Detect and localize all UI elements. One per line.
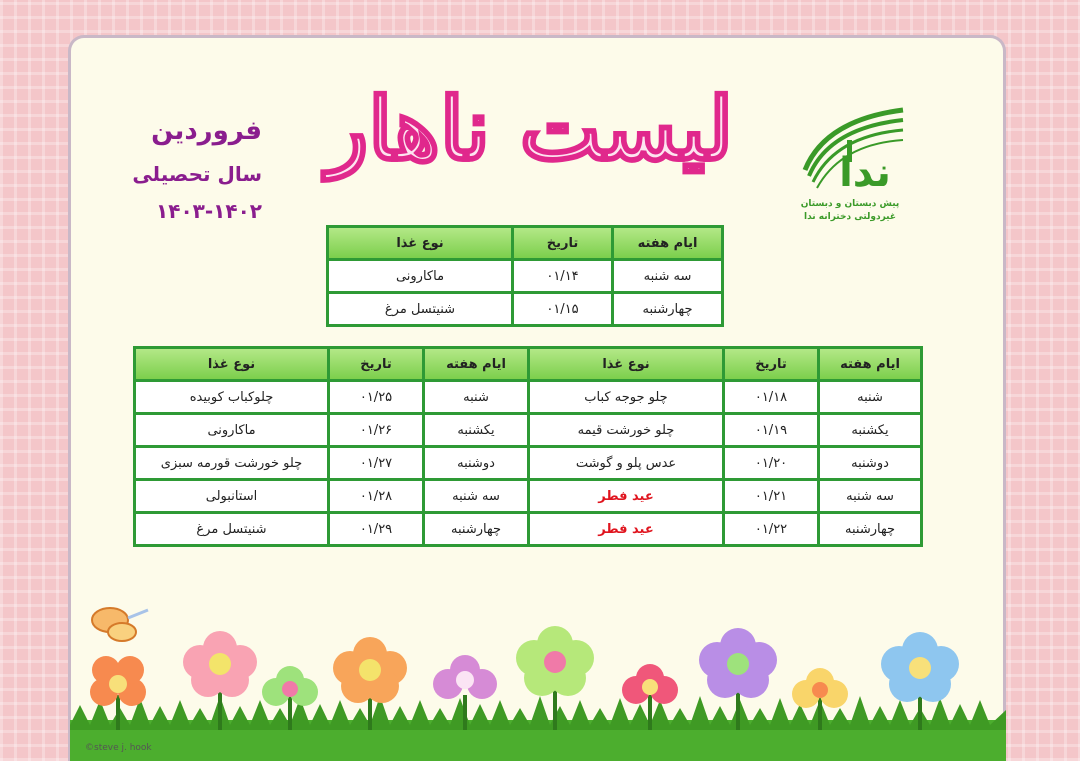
school-year-value: ۱۴۰۳-۱۴۰۲ (156, 199, 262, 223)
header-day: ایام هفته (425, 349, 527, 379)
date-cell: ۰۱/۲۷ (330, 448, 422, 478)
food-cell: ماکارونی (329, 261, 511, 291)
date-cell: ۰۱/۲۱ (725, 481, 817, 511)
table-row (329, 261, 721, 291)
flower-icon (881, 632, 959, 730)
date-cell: ۰۱/۱۹ (725, 415, 817, 445)
day-cell: سه شنبه (820, 481, 920, 511)
school-year-info (62, 108, 262, 228)
flower-icon (699, 628, 777, 730)
date-cell: ۰۱/۱۴ (514, 261, 611, 291)
food-cell: شنیتسل مرغ (136, 514, 327, 544)
flower-garden (70, 600, 1006, 761)
date-cell: ۰۱/۲۲ (725, 514, 817, 544)
logo-caption (770, 198, 930, 224)
table-row (136, 448, 920, 478)
date-cell: ۰۱/۱۸ (725, 382, 817, 412)
week1-table (326, 225, 724, 327)
food-cell: ماکارونی (136, 415, 327, 445)
date-cell: ۰۱/۲۰ (725, 448, 817, 478)
food-cell: استانبولی (136, 481, 327, 511)
date-cell: ۰۱/۲۹ (330, 514, 422, 544)
date-cell: ۰۱/۲۶ (330, 415, 422, 445)
food-cell: چلو جوجه کباب (530, 382, 722, 412)
header-day: ایام هفته (820, 349, 920, 379)
day-cell: چهارشنبه (425, 514, 527, 544)
logo-caption-line1: پیش دبستان و دبستان (800, 199, 900, 209)
header-food: نوع غذا (329, 228, 511, 258)
food-cell: شنیتسل مرغ (329, 294, 511, 324)
day-cell: چهارشنبه (614, 294, 721, 324)
table-row (136, 514, 920, 544)
holiday-cell: عید فطر (530, 514, 722, 544)
logo-wordmark: ندا (839, 150, 891, 196)
holiday-cell: عید فطر (530, 481, 722, 511)
header-date: تاریخ (514, 228, 611, 258)
day-cell: یکشنبه (820, 415, 920, 445)
table-header-row (329, 228, 721, 258)
day-cell: سه شنبه (425, 481, 527, 511)
school-year-label: سال تحصیلی (132, 162, 262, 186)
table-row (136, 415, 920, 445)
table-row (329, 294, 721, 324)
table-row (136, 481, 920, 511)
logo-caption-line2: غیردولتی دخترانه ندا (803, 212, 897, 222)
header-date: تاریخ (725, 349, 817, 379)
header-day: ایام هفته (614, 228, 721, 258)
header-food: نوع غذا (136, 349, 327, 379)
header-food: نوع غذا (530, 349, 722, 379)
date-cell: ۰۱/۲۵ (330, 382, 422, 412)
day-cell: چهارشنبه (820, 514, 920, 544)
date-cell: ۰۱/۱۵ (514, 294, 611, 324)
day-cell: شنبه (425, 382, 527, 412)
weeks-table (133, 346, 923, 547)
food-cell: عدس پلو و گوشت (530, 448, 722, 478)
day-cell: دوشنبه (820, 448, 920, 478)
day-cell: شنبه (820, 382, 920, 412)
day-cell: دوشنبه (425, 448, 527, 478)
month-label: فروردین (151, 116, 262, 146)
page-title: لیست ناهار (326, 79, 734, 180)
food-cell: چلو خورشت قورمه سبزی (136, 448, 327, 478)
flower-icon (183, 631, 257, 730)
food-cell: چلو خورشت قیمه (530, 415, 722, 445)
day-cell: سه شنبه (614, 261, 721, 291)
butterfly-icon (92, 608, 148, 641)
date-cell: ۰۱/۲۸ (330, 481, 422, 511)
table-header-row (136, 349, 920, 379)
table-row (136, 382, 920, 412)
food-cell: چلوکباب کوبیده (136, 382, 327, 412)
header-date: تاریخ (330, 349, 422, 379)
day-cell: یکشنبه (425, 415, 527, 445)
image-credit: ©steve j. hook (85, 743, 152, 753)
